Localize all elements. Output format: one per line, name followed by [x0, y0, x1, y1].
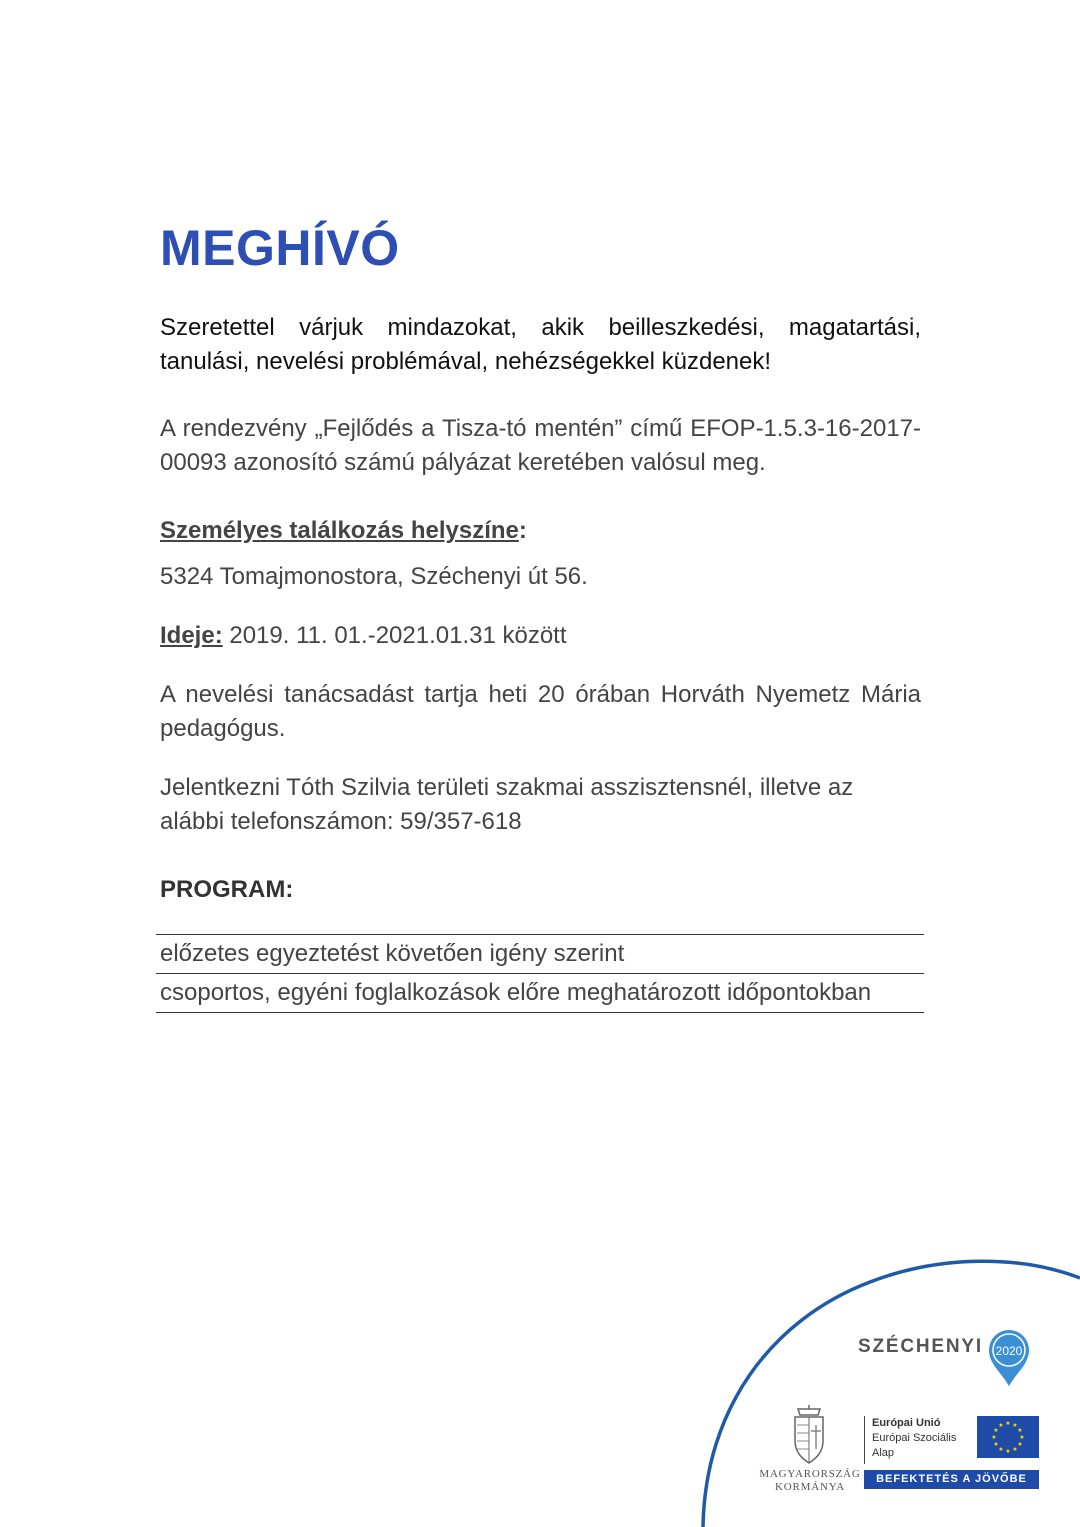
svg-text:★: ★ [1012, 1422, 1018, 1429]
counselor-paragraph: A nevelési tanácsadást tartja heti 20 órában Horváth Nyemetz Mária pedagógus. [160, 681, 921, 742]
svg-text:★: ★ [993, 1427, 999, 1434]
location-pin-icon [987, 1328, 1031, 1388]
svg-text:★: ★ [998, 1422, 1004, 1429]
time-value: 2019. 11. 01.-2021.01.31 között [222, 622, 567, 649]
svg-text:★: ★ [1017, 1441, 1023, 1448]
table-row [156, 974, 924, 1013]
government-name-line2: KORMÁNYA [775, 1481, 845, 1493]
program-item: előzetes egyeztetést követően igény szerint [156, 935, 924, 974]
year-label: 2020 [995, 1344, 1023, 1358]
project-paragraph: A rendezvény „Fejlődés a Tisza-tó mentén” című EFOP-1.5.3-16-2017-00093 azonosító számú pályázat keretében valósul meg. [160, 415, 921, 476]
intro-paragraph: Szeretettel várjuk mindazokat, akik beilleszkedési, magatartási, tanulási, nevelési problémával, nehézségekkel küzdenek! [160, 314, 921, 375]
svg-text:★: ★ [993, 1441, 999, 1448]
eu-flag-icon [977, 1416, 1039, 1458]
signup-paragraph: Jelentkezni Tóth Szilvia területi szakmai asszisztensnél, illetve az alábbi telefonszámon: 59/357-618 [160, 774, 854, 835]
location-address: 5324 Tomajmonostora, Széchenyi út 56. [160, 563, 588, 590]
szechenyi-wordmark: SZÉCHENYI [858, 1336, 983, 1357]
eu-fund-line1: Európai Szociális [872, 1432, 957, 1444]
time-label: Ideje: [160, 622, 223, 649]
location-colon: : [518, 517, 527, 544]
svg-text:★: ★ [1005, 1448, 1011, 1455]
slogan-banner: BEFEKTETÉS A JÖVŐBE [864, 1470, 1039, 1489]
program-item: csoportos, egyéni foglalkozások előre meghatározott időpontokban [156, 974, 924, 1013]
eu-name: Európai Unió [872, 1417, 941, 1429]
location-label: Személyes találkozás helyszíne [160, 517, 519, 544]
eu-divider [864, 1416, 865, 1464]
time-line [160, 619, 921, 653]
coat-of-arms-icon [790, 1405, 828, 1465]
svg-text:★: ★ [991, 1434, 997, 1441]
eu-fund-line2: Alap [872, 1447, 895, 1459]
svg-text:★: ★ [1005, 1420, 1011, 1427]
table-row [156, 935, 924, 974]
program-heading: PROGRAM: [160, 876, 294, 903]
program-table [156, 934, 924, 1013]
invitation-body [160, 218, 921, 907]
svg-text:★: ★ [1012, 1446, 1018, 1453]
page-title: MEGHÍVÓ [160, 220, 400, 276]
government-name-line1: MAGYARORSZÁG [759, 1468, 861, 1480]
svg-text:★: ★ [1019, 1434, 1025, 1441]
svg-text:★: ★ [998, 1446, 1004, 1453]
location-heading [160, 514, 921, 548]
svg-text:★: ★ [1017, 1427, 1023, 1434]
